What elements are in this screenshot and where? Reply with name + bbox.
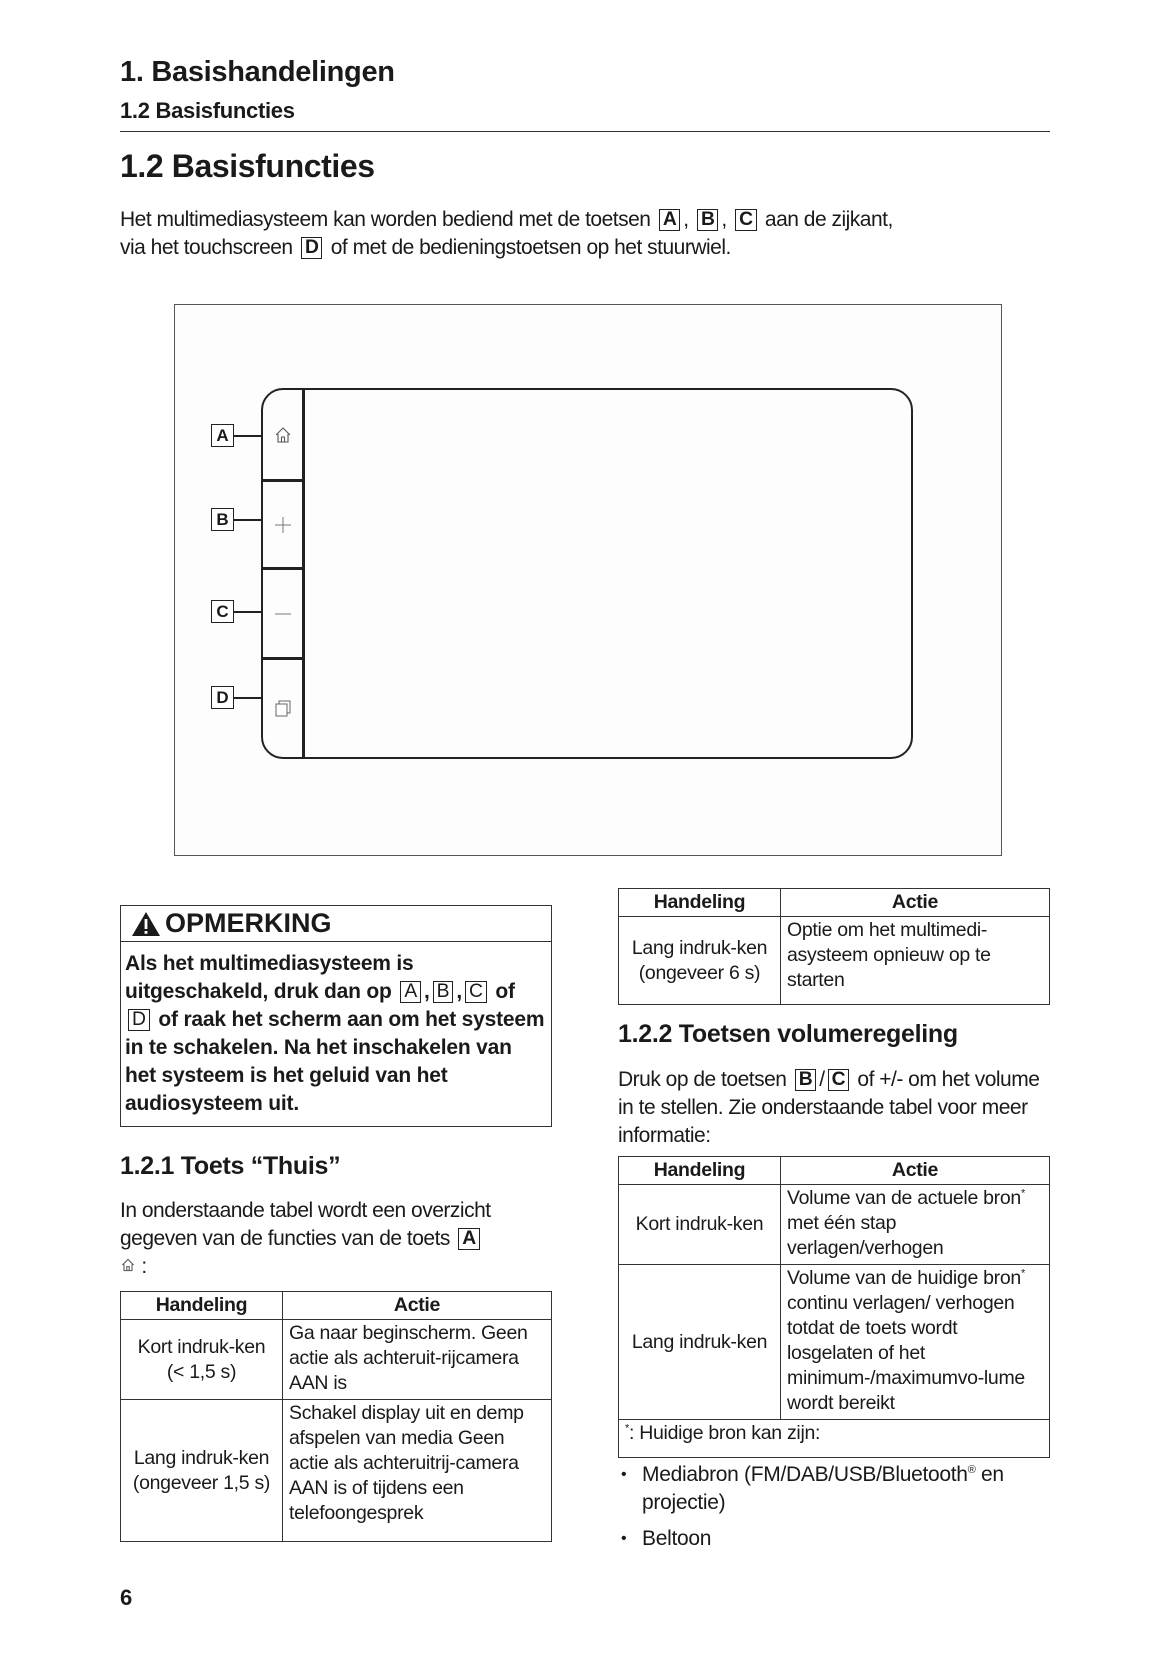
home-button	[263, 390, 302, 482]
table-row	[619, 1265, 1050, 1420]
table-header-row	[619, 889, 1050, 917]
header-rule	[120, 131, 1050, 132]
chapter-title: 1. Basishandelingen	[120, 56, 395, 88]
app-switch-button	[263, 660, 302, 757]
intro-text: of met de bedieningstoetsen op het stuurwiel.	[330, 236, 731, 259]
intro-text: :	[141, 1255, 147, 1278]
handeling-cell: Kort indruk-ken (< 1,5 s)	[121, 1320, 283, 1400]
table-header-row	[619, 1157, 1050, 1185]
key-a-label: A	[458, 1228, 479, 1250]
footnote-mark: *	[1020, 1187, 1025, 1200]
key-d-label: D	[301, 237, 322, 259]
handeling-cell: Lang indruk-ken	[619, 1265, 781, 1420]
note-title: OPMERKING	[165, 908, 332, 938]
actie-cell: Optie om het multimedi-asysteem opnieuw op te starten	[781, 917, 1050, 1005]
table-row	[121, 1400, 552, 1542]
intro-text: of +/- om het volume in te stellen. Zie onderstaande tabel voor meer informatie:	[618, 1068, 1040, 1147]
restart-table	[618, 888, 1050, 1005]
note-body: Als het multimediasysteem is uitgeschakeld, druk dan op A , B , C of D of raak het scherm aan om het systeem in te schakelen. Na het inschakelen van het systeem is het geluid van het audiosysteem uit.	[125, 952, 545, 1115]
key-c-label: C	[735, 209, 756, 231]
note-text: of	[495, 980, 515, 1003]
running-section-title: 1.2 Basisfuncties	[120, 98, 295, 123]
registered-mark: ®	[967, 1464, 976, 1476]
volume-table	[618, 1156, 1050, 1458]
column-header: Handeling	[121, 1292, 283, 1320]
home-icon	[120, 1257, 136, 1273]
home-key-title: 1.2.1 Toets “Thuis”	[120, 1152, 341, 1180]
side-panel-divider	[302, 390, 305, 757]
handeling-cell: Lang indruk-ken (ongeveer 6 s)	[619, 917, 781, 1005]
multimedia-unit-figure	[174, 304, 1002, 856]
section-intro	[120, 206, 1060, 262]
section-title: 1.2 Basisfuncties	[120, 148, 375, 184]
list-item	[618, 1461, 1058, 1517]
note-text: Als het multimediasysteem is uitgeschakeld, druk dan op	[125, 952, 414, 1003]
actie-cell	[781, 1185, 1050, 1265]
key-c-label: C	[828, 1069, 849, 1091]
intro-text: via het touchscreen	[120, 236, 293, 259]
footnote-row	[619, 1420, 1050, 1458]
callout-line-a	[234, 435, 261, 437]
home-key-intro	[120, 1197, 550, 1281]
intro-text: Het multimediasysteem kan worden bediend met de toetsen	[120, 208, 651, 231]
separator: /	[819, 1068, 825, 1091]
page-number: 6	[120, 1585, 133, 1610]
footnote-mark: *	[625, 1422, 629, 1435]
key-d-label: D	[128, 1009, 150, 1031]
plus-icon	[273, 515, 293, 535]
list-item	[618, 1525, 1058, 1553]
table-row	[619, 917, 1050, 1005]
key-c-label: C	[465, 981, 487, 1003]
list-item-text: en projectie)	[642, 1463, 1004, 1514]
volume-down-button	[263, 570, 302, 660]
callout-d: D	[211, 686, 234, 709]
actie-text: continu verlagen/ verhogen totdat de toets wordt losgelaten of het minimum-/maximumvo-lume wordt bereikt	[787, 1292, 1025, 1414]
table-row	[121, 1320, 552, 1400]
actie-text: Volume van de actuele bron	[787, 1187, 1021, 1209]
actie-text: Volume van de huidige bron	[787, 1267, 1021, 1289]
key-b-label: B	[433, 981, 454, 1003]
column-header: Actie	[283, 1292, 552, 1320]
handeling-cell: Lang indruk-ken (ongeveer 1,5 s)	[121, 1400, 283, 1542]
key-b-label: B	[795, 1069, 816, 1091]
windows-icon	[273, 699, 293, 719]
handeling-cell: Kort indruk-ken	[619, 1185, 781, 1265]
table-row	[619, 1185, 1050, 1265]
footnote-cell	[619, 1420, 1050, 1458]
callout-line-d	[234, 697, 261, 699]
callout-a: A	[211, 424, 234, 447]
column-header: Handeling	[619, 889, 781, 917]
callout-line-b	[234, 519, 261, 521]
minus-icon	[273, 604, 293, 624]
key-b-label: B	[697, 209, 718, 231]
note-box	[120, 905, 552, 1127]
separator: ,	[721, 208, 727, 231]
callout-c: C	[211, 600, 234, 623]
note-header	[121, 906, 551, 942]
list-item-text: Beltoon	[642, 1527, 712, 1550]
volume-title: 1.2.2 Toetsen volumeregeling	[618, 1020, 958, 1048]
warning-icon	[131, 911, 161, 937]
separator: ,	[683, 208, 689, 231]
actie-text: met één stap verlagen/verhogen	[787, 1212, 944, 1259]
key-a-label: A	[659, 209, 680, 231]
intro-text: Druk op de toetsen	[618, 1068, 787, 1091]
intro-text: In onderstaande tabel wordt een overzicht gegeven van de functies van de toets	[120, 1199, 491, 1250]
intro-text: aan de zijkant,	[764, 208, 893, 231]
actie-cell: Ga naar beginscherm. Geen actie als achteruit-rijcamera AAN is	[283, 1320, 552, 1400]
table-header-row	[121, 1292, 552, 1320]
callout-line-c	[234, 611, 261, 613]
callout-b: B	[211, 508, 234, 531]
footnote-mark: *	[1020, 1267, 1025, 1280]
volume-up-button	[263, 482, 302, 570]
list-item-text: Mediabron (FM/DAB/USB/Bluetooth	[642, 1463, 968, 1486]
actie-cell	[781, 1265, 1050, 1420]
home-icon	[273, 425, 293, 445]
key-a-label: A	[400, 981, 421, 1003]
home-key-table	[120, 1291, 552, 1542]
column-header: Handeling	[619, 1157, 781, 1185]
touchscreen-outline	[261, 388, 913, 759]
actie-cell: Schakel display uit en demp afspelen van media Geen actie als achteruitrij-camera AAN is of tijdens een telefoongesprek	[283, 1400, 552, 1542]
note-text: of raak het scherm aan om het systeem in te schakelen. Na het inschakelen van het systeem is het geluid van het audiosysteem uit.	[125, 1008, 545, 1115]
column-header: Actie	[781, 889, 1050, 917]
source-list	[618, 1461, 1058, 1561]
footnote-text: : Huidige bron kan zijn:	[628, 1422, 821, 1444]
column-header: Actie	[781, 1157, 1050, 1185]
volume-intro	[618, 1066, 1058, 1150]
